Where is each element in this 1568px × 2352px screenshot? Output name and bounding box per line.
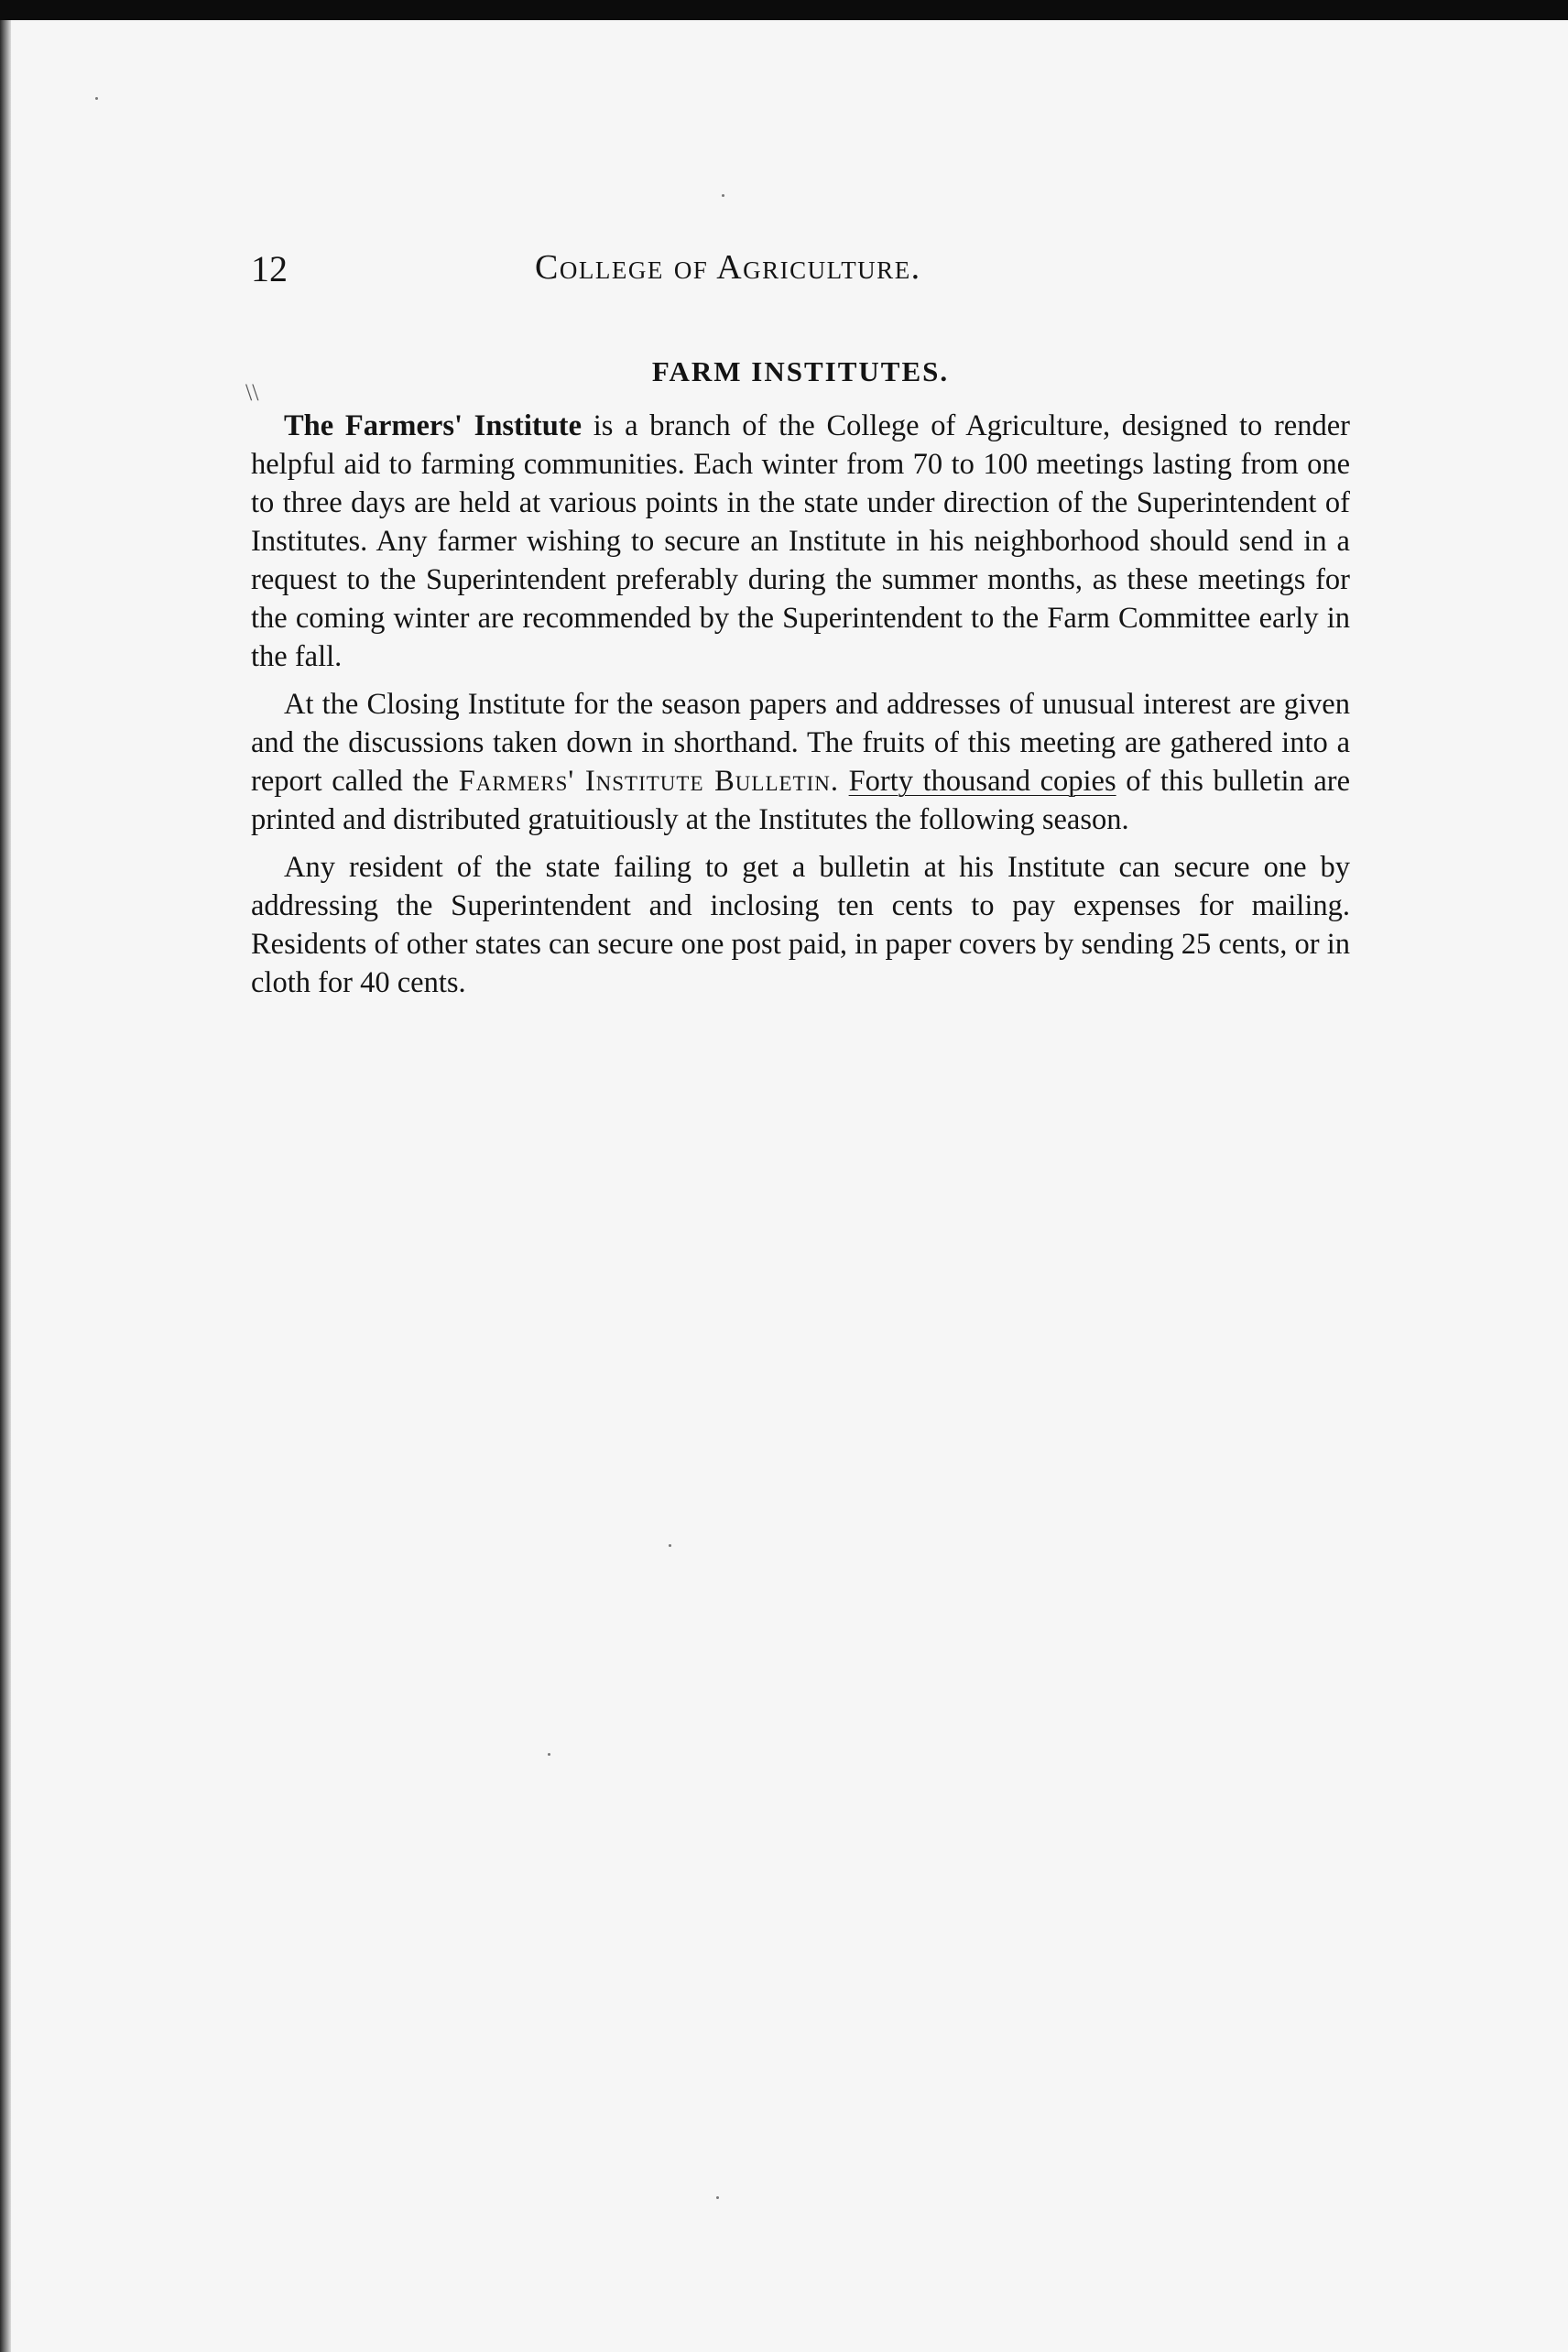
scan-speck <box>716 2196 719 2199</box>
scan-top-border <box>0 0 1568 20</box>
paragraph-text: is a branch of the College of Agriculture, designed to render helpful aid to farming communities. Each winter from 70 to 100 meetings lasting from one to three days are held at various points in the state under direction of the Superintendent of Institutes. Any farmer wishing to secure an Institute in his neighborhood should send in a request to the Superintendent preferably during the summer months, as these meetings for the coming winter are recommended by the Superintendent to the Farm Committee early in the fall. <box>251 409 1350 673</box>
paragraph-text: of this bulletin are printed and distributed gratuitiously at the Institutes the following season. <box>251 765 1351 836</box>
scan-speck <box>669 1544 671 1547</box>
pencil-mark: \\ <box>245 379 259 406</box>
paragraph-2 <box>251 685 1350 839</box>
document-page <box>11 20 1568 2352</box>
bulletin-name: Farmers' Institute Bulletin. <box>458 765 839 798</box>
scan-speck <box>722 194 724 197</box>
section-heading: FARM INSTITUTES. <box>651 355 950 387</box>
running-head <box>251 247 1359 302</box>
paragraph-text: Any resident of the state failing to get a bulletin at his Institute can secure one by addressing the Superintendent and inclosing ten cents to pay expenses for mailing. Residents of other states can secure one post paid, in paper covers by sending 25 cents, or in cloth for 40 cents. <box>251 851 1350 999</box>
body-text <box>251 407 1350 1011</box>
scan-left-edge <box>0 20 11 2352</box>
scan-speck <box>548 1753 550 1756</box>
running-title: College of Agriculture. <box>535 248 921 287</box>
paragraph-text: At the Closing Institute for the season papers and addresses of unusual interest are given and the discussions taken down in shorthand. The fruits of this meeting are gathered into a report called the <box>251 688 1350 798</box>
paragraph-1 <box>251 407 1350 676</box>
page-number: 12 <box>251 248 288 289</box>
scan-speck <box>95 97 98 100</box>
paragraph-lead: The Farmers' Institute <box>284 409 583 442</box>
paragraph-3 <box>251 848 1350 1002</box>
underlined-phrase: Forty thousand copies <box>848 765 1116 798</box>
